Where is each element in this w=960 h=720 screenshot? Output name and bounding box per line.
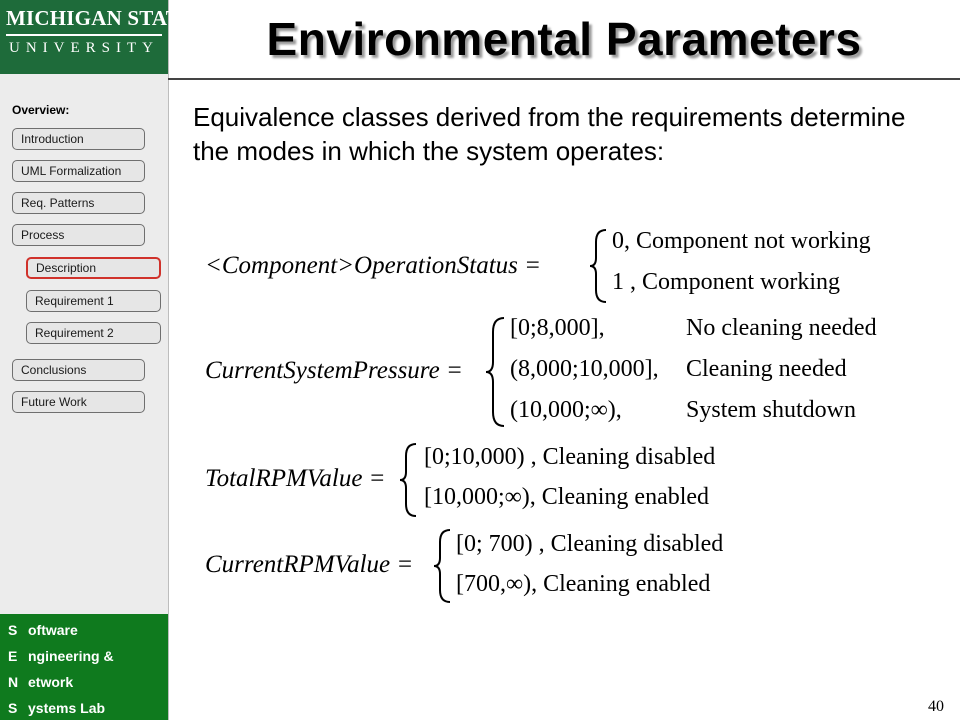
sens-letter: N: [8, 674, 19, 690]
brace-icon: [588, 228, 610, 304]
equation-lhs: <Component>OperationStatus =: [205, 252, 542, 279]
sens-letter: S: [8, 622, 18, 638]
sens-letter: S: [8, 700, 18, 716]
equation-case: [0; 700) , Cleaning disabled: [456, 531, 724, 557]
intro-text: Equivalence classes derived from the requirements determine the modes in which the system operates:: [193, 102, 906, 166]
slide-title: [168, 0, 960, 78]
nav-future-work[interactable]: Future Work: [12, 391, 145, 413]
equation-case: [10,000;∞), Cleaning enabled: [424, 484, 710, 510]
equation-lhs: TotalRPMValue =: [205, 465, 386, 492]
sens-word: ngineering &: [28, 648, 114, 664]
equation-case: 1 , Component working: [612, 269, 840, 295]
sens-row: [8, 648, 114, 664]
equation-case: [700,∞), Cleaning enabled: [456, 571, 711, 597]
sens-row: [8, 700, 105, 716]
sens-row: [8, 622, 78, 638]
nav-requirement-1[interactable]: Requirement 1: [26, 290, 161, 312]
sens-lab-logo: [0, 614, 168, 720]
equation-lhs: CurrentRPMValue =: [205, 551, 414, 578]
sens-word: etwork: [28, 674, 74, 690]
nav-req-patterns[interactable]: Req. Patterns: [12, 192, 145, 214]
nav-uml-formalization[interactable]: UML Formalization: [12, 160, 145, 182]
msu-logo: [0, 0, 195, 74]
equation-case: [0;10,000) , Cleaning disabled: [424, 444, 716, 470]
logo-rule: [6, 34, 162, 36]
sens-letter: E: [8, 648, 18, 664]
logo-line1: MICHIGAN STATE: [6, 6, 195, 30]
equation-lhs: CurrentSystemPressure =: [205, 357, 463, 384]
brace-icon: [484, 316, 508, 428]
nav-description[interactable]: Description: [26, 257, 161, 279]
title-divider: [168, 78, 960, 80]
page-number: 40: [928, 698, 944, 715]
nav-introduction[interactable]: Introduction: [12, 128, 145, 150]
pressure-range: [0;8,000],: [510, 315, 605, 341]
sens-row: [8, 674, 73, 690]
brace-icon: [432, 528, 454, 604]
nav-conclusions[interactable]: Conclusions: [12, 359, 145, 381]
pressure-range: (8,000;10,000],: [510, 356, 659, 382]
overview-heading: Overview:: [12, 103, 70, 117]
pressure-label: No cleaning needed: [686, 315, 877, 341]
pressure-range: (10,000;∞),: [510, 397, 622, 423]
sens-word: oftware: [28, 622, 78, 638]
brace-icon: [398, 442, 420, 518]
slide-title-text: Environmental Parameters: [266, 13, 862, 65]
pressure-label: Cleaning needed: [686, 356, 847, 382]
sens-word: ystems Lab: [28, 700, 106, 716]
sidebar: [0, 0, 195, 720]
nav-process[interactable]: Process: [12, 224, 145, 246]
equation-case: 0, Component not working: [612, 228, 871, 254]
logo-line2: UNIVERSITY: [9, 40, 159, 56]
pressure-label: System shutdown: [686, 397, 857, 423]
nav-requirement-2[interactable]: Requirement 2: [26, 322, 161, 344]
